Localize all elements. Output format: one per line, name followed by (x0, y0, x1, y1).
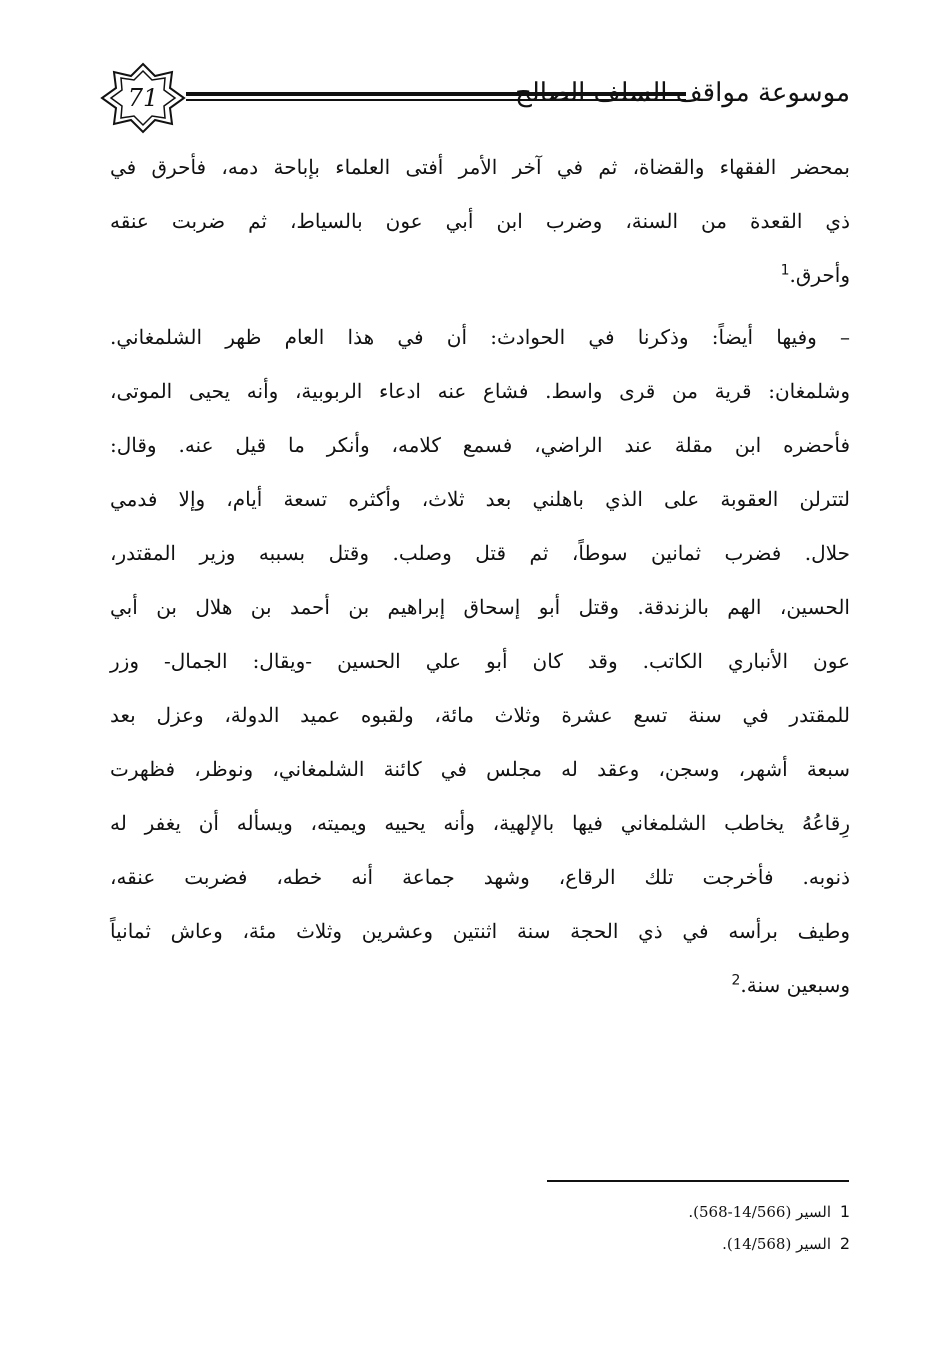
page-number: 71 (127, 84, 159, 112)
text-line: ذنوبه. فأخرجت تلك الرقاع، وشهد جماعة أنه خطه، فضربت عنقه، (110, 865, 850, 889)
text-line: الحسين، الهم بالزندقة. وقتل أبو إسحاق إبراهيم بن أحمد بن هلال بن أبي (110, 595, 850, 619)
text-line: للمقتدر في سنة تسع عشرة وثلاث مائة، ولقبوه عميد الدولة، وعزل بعد (110, 703, 850, 727)
text-line-content: وسبعين سنة. (740, 973, 850, 997)
footnote-text: السير (14/568). (722, 1235, 832, 1253)
text-line: ذي القعدة من السنة، وضرب ابن أبي عون بالسياط، ثم ضربت عنقه (110, 209, 850, 233)
series-title: موسوعة مواقف السلف الصالح (515, 78, 850, 108)
footnote-separator (547, 1180, 849, 1182)
text-line: وشلمغان: قرية من قرى واسط. فشاع عنه ادعاء الربوبية، وأنه يحيى الموتى، (110, 379, 850, 403)
text-line: فأحضره ابن مقلة عند الراضي، فسمع كلامه، وأنكر ما قيل عنه. وقال: (110, 433, 850, 457)
text-line: وطيف برأسه في ذي الحجة سنة اثنتين وعشرين وثلاث مئة، وعاش ثمانياً (110, 919, 850, 943)
body-text (110, 140, 850, 1012)
footnote-ref: 2 (731, 972, 741, 989)
footnote-text: السير (14/566-568). (688, 1203, 832, 1221)
footnote-number: 1 (839, 1202, 850, 1221)
text-line: رِقاعُهُ يخاطب الشلمغاني فيها بالإلهية، وأنه يحييه ويميته، ويسأله أن يغفر له (110, 811, 850, 835)
text-line: حلال. فضرب ثمانين سوطاً، ثم قتل وصلب. وقتل بسببه وزير المقتدر، (110, 541, 850, 565)
footnote-item (400, 1228, 850, 1260)
footnote-item (400, 1196, 850, 1228)
text-line: سبعة أشهر، وسجن، وعقد له مجلس في كائنة الشلمغاني، ونوظر، فظهرت (110, 757, 850, 781)
page-header (100, 62, 850, 134)
text-line: لتترلن العقوبة على الذي باهلني بعد ثلاث، وأكثره تسعة أيام، وإلا فدمي (110, 487, 850, 511)
text-line: بمحضر الفقهاء والقضاة، ثم في آخر الأمر أفتى العلماء بإباحة دمه، فأحرق في (110, 155, 850, 179)
page-number-badge (100, 62, 186, 134)
text-line: عون الأنباري الكاتب. وقد كان أبو علي الحسين -ويقال: الجمال- وزر (110, 649, 850, 673)
text-line (110, 958, 850, 1012)
text-line-content: وأحرق. (789, 263, 850, 287)
footnote-number: 2 (839, 1234, 850, 1253)
text-line (110, 248, 850, 302)
footnote-ref: 1 (780, 262, 790, 279)
footnotes (400, 1196, 850, 1260)
text-line: – وفيها أيضاً: وذكرنا في الحوادث: أن في هذا العام ظهر الشلمغاني. (110, 325, 850, 349)
